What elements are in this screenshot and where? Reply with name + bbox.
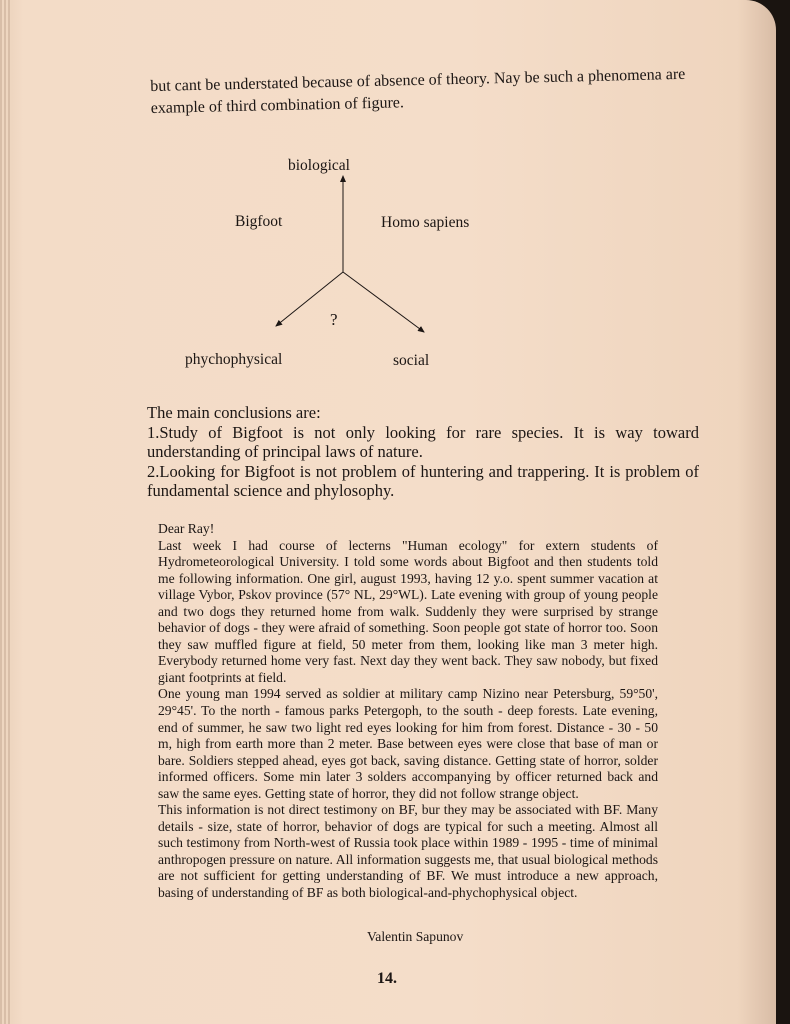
label-social: social (393, 352, 430, 369)
page-number: 14. (377, 970, 397, 987)
intro-paragraph: but cant be understated because of absence of theory. Nay be such a phenomena are example of third combination of figure. (150, 65, 686, 117)
letter-paragraph: One young man 1994 served as soldier at military camp Nizino near Petersburg, 59°50', 29°45'. To the north - famous parks Petergoph, to the south - deep forests. Late evening, end of summer, he saw two light red eyes looking for him from forest. Distance - 30 - 50 m, high from earth more than 2 meter. Base between eyes were close that base of man or bare. Soldiers stepped ahead, eyes got back, saving distance. Getting state of horror, solder informed officers. Some min later 3 solders accompanying by officer returned back and saw the same eyes. Getting state of horror, they did not follow strange object. (158, 686, 658, 801)
letter (158, 521, 658, 902)
letter-paragraph: This information is not direct testimony on BF, bur they may be associated with BF. Many details - size, state of horror, behavior of dogs are typical for such a meeting. Almost all such testimony from North-west of Russia took place within 1989 - 1995 - time of minimal anthropogen pressure on nature. All information suggests me, that usual biological methods are not sufficient for getting understanding of BF. We must introduce a new approach, basing of understanding of BF as both biological-and-phychophysical object. (158, 802, 658, 901)
label-question: ? (330, 310, 338, 329)
label-biological: biological (288, 157, 350, 174)
label-bigfoot: Bigfoot (235, 213, 283, 230)
arrow-right (343, 272, 424, 332)
label-homo-sapiens: Homo sapiens (381, 214, 470, 231)
letter-greeting: Dear Ray! (158, 521, 215, 536)
signature: Valentin Sapunov (367, 929, 464, 944)
triangle-diagram (0, 0, 790, 400)
conclusions-heading: The main conclusions are: (147, 403, 321, 422)
conclusion-item: 1.Study of Bigfoot is not only looking for rare species. It is way toward understanding of principal laws of nature. (147, 422, 699, 461)
label-phychophysical: phychophysical (185, 351, 283, 368)
conclusions (147, 403, 699, 501)
letter-paragraph: Last week I had course of lecterns "Human ecology" for extern students of Hydrometeorological University. I told some words about Bigfoot and then students told me following information. One girl, august 1993, having 12 y.o. spent summer vacation at village Vybor, Pskov province (57° NL, 29°WL). Late evening with group of young people and two dogs they returned home from walk. Suddenly they were surprised by strange behavior of dogs - they were afraid of something. Soon people got state of horror too. Soon they saw muffled figure at field, 50 meter from them, looking like man 3 meter high. Everybody returned home very fast. Next day they went back. They saw nobody, but fixed giant footprints at field. (158, 537, 658, 685)
conclusion-item: 2.Looking for Bigfoot is not problem of huntering and trappering. It is problem of fundamental science and phylosophy. (147, 461, 699, 500)
